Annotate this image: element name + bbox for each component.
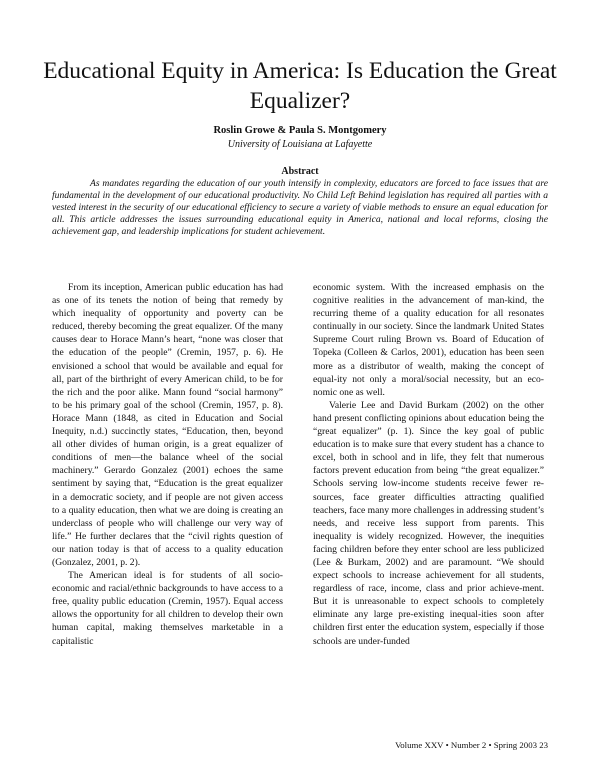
body-paragraph: From its inception, American public education has had as one of its tenets the notion of being that remedy by which inequality of opportunity and poverty can be reduced, thereby becoming the great equalizer. Of the many causes dear to Horace Mann’s heart, “none was closer that the education of the people” (Cremin, 1957, p. 6). He envisioned a school that would be available and equal for all, part of the birthright of every American child, to be for the rich and the poor alike. Mann found “social harmony” to be his primary goal of the school (Cremin, 1957, p. 8). Horace Mann (1848, as cited in Education and Social Inequity, n.d.) succinctly states, “Education, then, beyond all other divides of human origin, is a great equalizer of conditions of men—the balance wheel of the social machinery.” Gerardo Gonzalez (2001) echoes the same sentiment by saying that, “Education is the great equalizer in a democratic society, and if people are not given access to a quality education, then what we are doing is creating an underclass of people who will challenge our very way of life.” He further declares that the “civil rights question of our nation today is that of access to a quality education (Gonzalez, 2001, p. 2). <box>52 282 283 568</box>
body-column-left <box>52 281 283 648</box>
body-column-right <box>313 281 544 648</box>
body-paragraph: economic system. With the increased emphasis on the cognitive realities in the advancement of man-kind, the recurring theme of a quality education for all resonates continually in our society. Since the landmark United States Supreme Court ruling Brown vs. Board of Education of Topeka (Colleen & Carlos, 2001), education has been seen more as a distributor of wealth, making the concept of equal-ity not only a moral/social necessity, but an eco-nomic one as well. <box>313 282 544 398</box>
author-affiliation: University of Louisiana at Lafayette <box>227 139 373 150</box>
abstract-text: As mandates regarding the education of our youth intensify in complexity, educators are forced to face issues that are fundamental in the development of our educational productivity. No Child Left Behind legislation has required all parties with a vested interest in the security of our educational efficiency to secure a variety of viable methods to ensure an equal education for all. This article addresses the issues surrounding educational equity in America, national and local reforms, closing the achievement gap, and leadership implications for student achievement. <box>52 178 548 237</box>
body-paragraph: The American ideal is for students of all socio-economic and racial/ethnic backgrounds to have access to a free, quality public education (Cremin, 1957). Equal access allows the opportunity for all children to develop their own human capital, making themselves marketable in a capitalistic <box>52 570 283 647</box>
page-footer: Volume XXV • Number 2 • Spring 2003 23 <box>395 740 548 750</box>
author-names: Roslin Growe & Paula S. Montgomery <box>213 125 387 136</box>
body-paragraph: Valerie Lee and David Burkam (2002) on the other hand present conflicting opinions about education being the “great equalizer” (p. 1). Since the key goal of public education is to make sure that every student has a chance to excel, both in school and in life, they felt that numerous factors prevent education from being “the great equalizer.” Schools serving low-income students receive fewer re-sources, face greater difficulties attracting qualified teachers, face many more challenges in addressing student’s needs, and receive less support from parents. This inequality is widely recognized. However, the inequities facing children before they enter school are less publicized (Lee & Burkam, 2002) and are paramount. “We should expect schools to increase achievement for all students, regardless of race, income, class and prior achieve-ment. But it is unreasonable to expect schools to completely eliminate any large pre-existing inequal-ities soon after children first enter the education system, especially if those schools are under-funded <box>313 399 544 647</box>
abstract-heading: Abstract <box>281 166 319 177</box>
article-title: Educational Equity in America: Is Education the Great Equalizer? <box>43 58 557 114</box>
